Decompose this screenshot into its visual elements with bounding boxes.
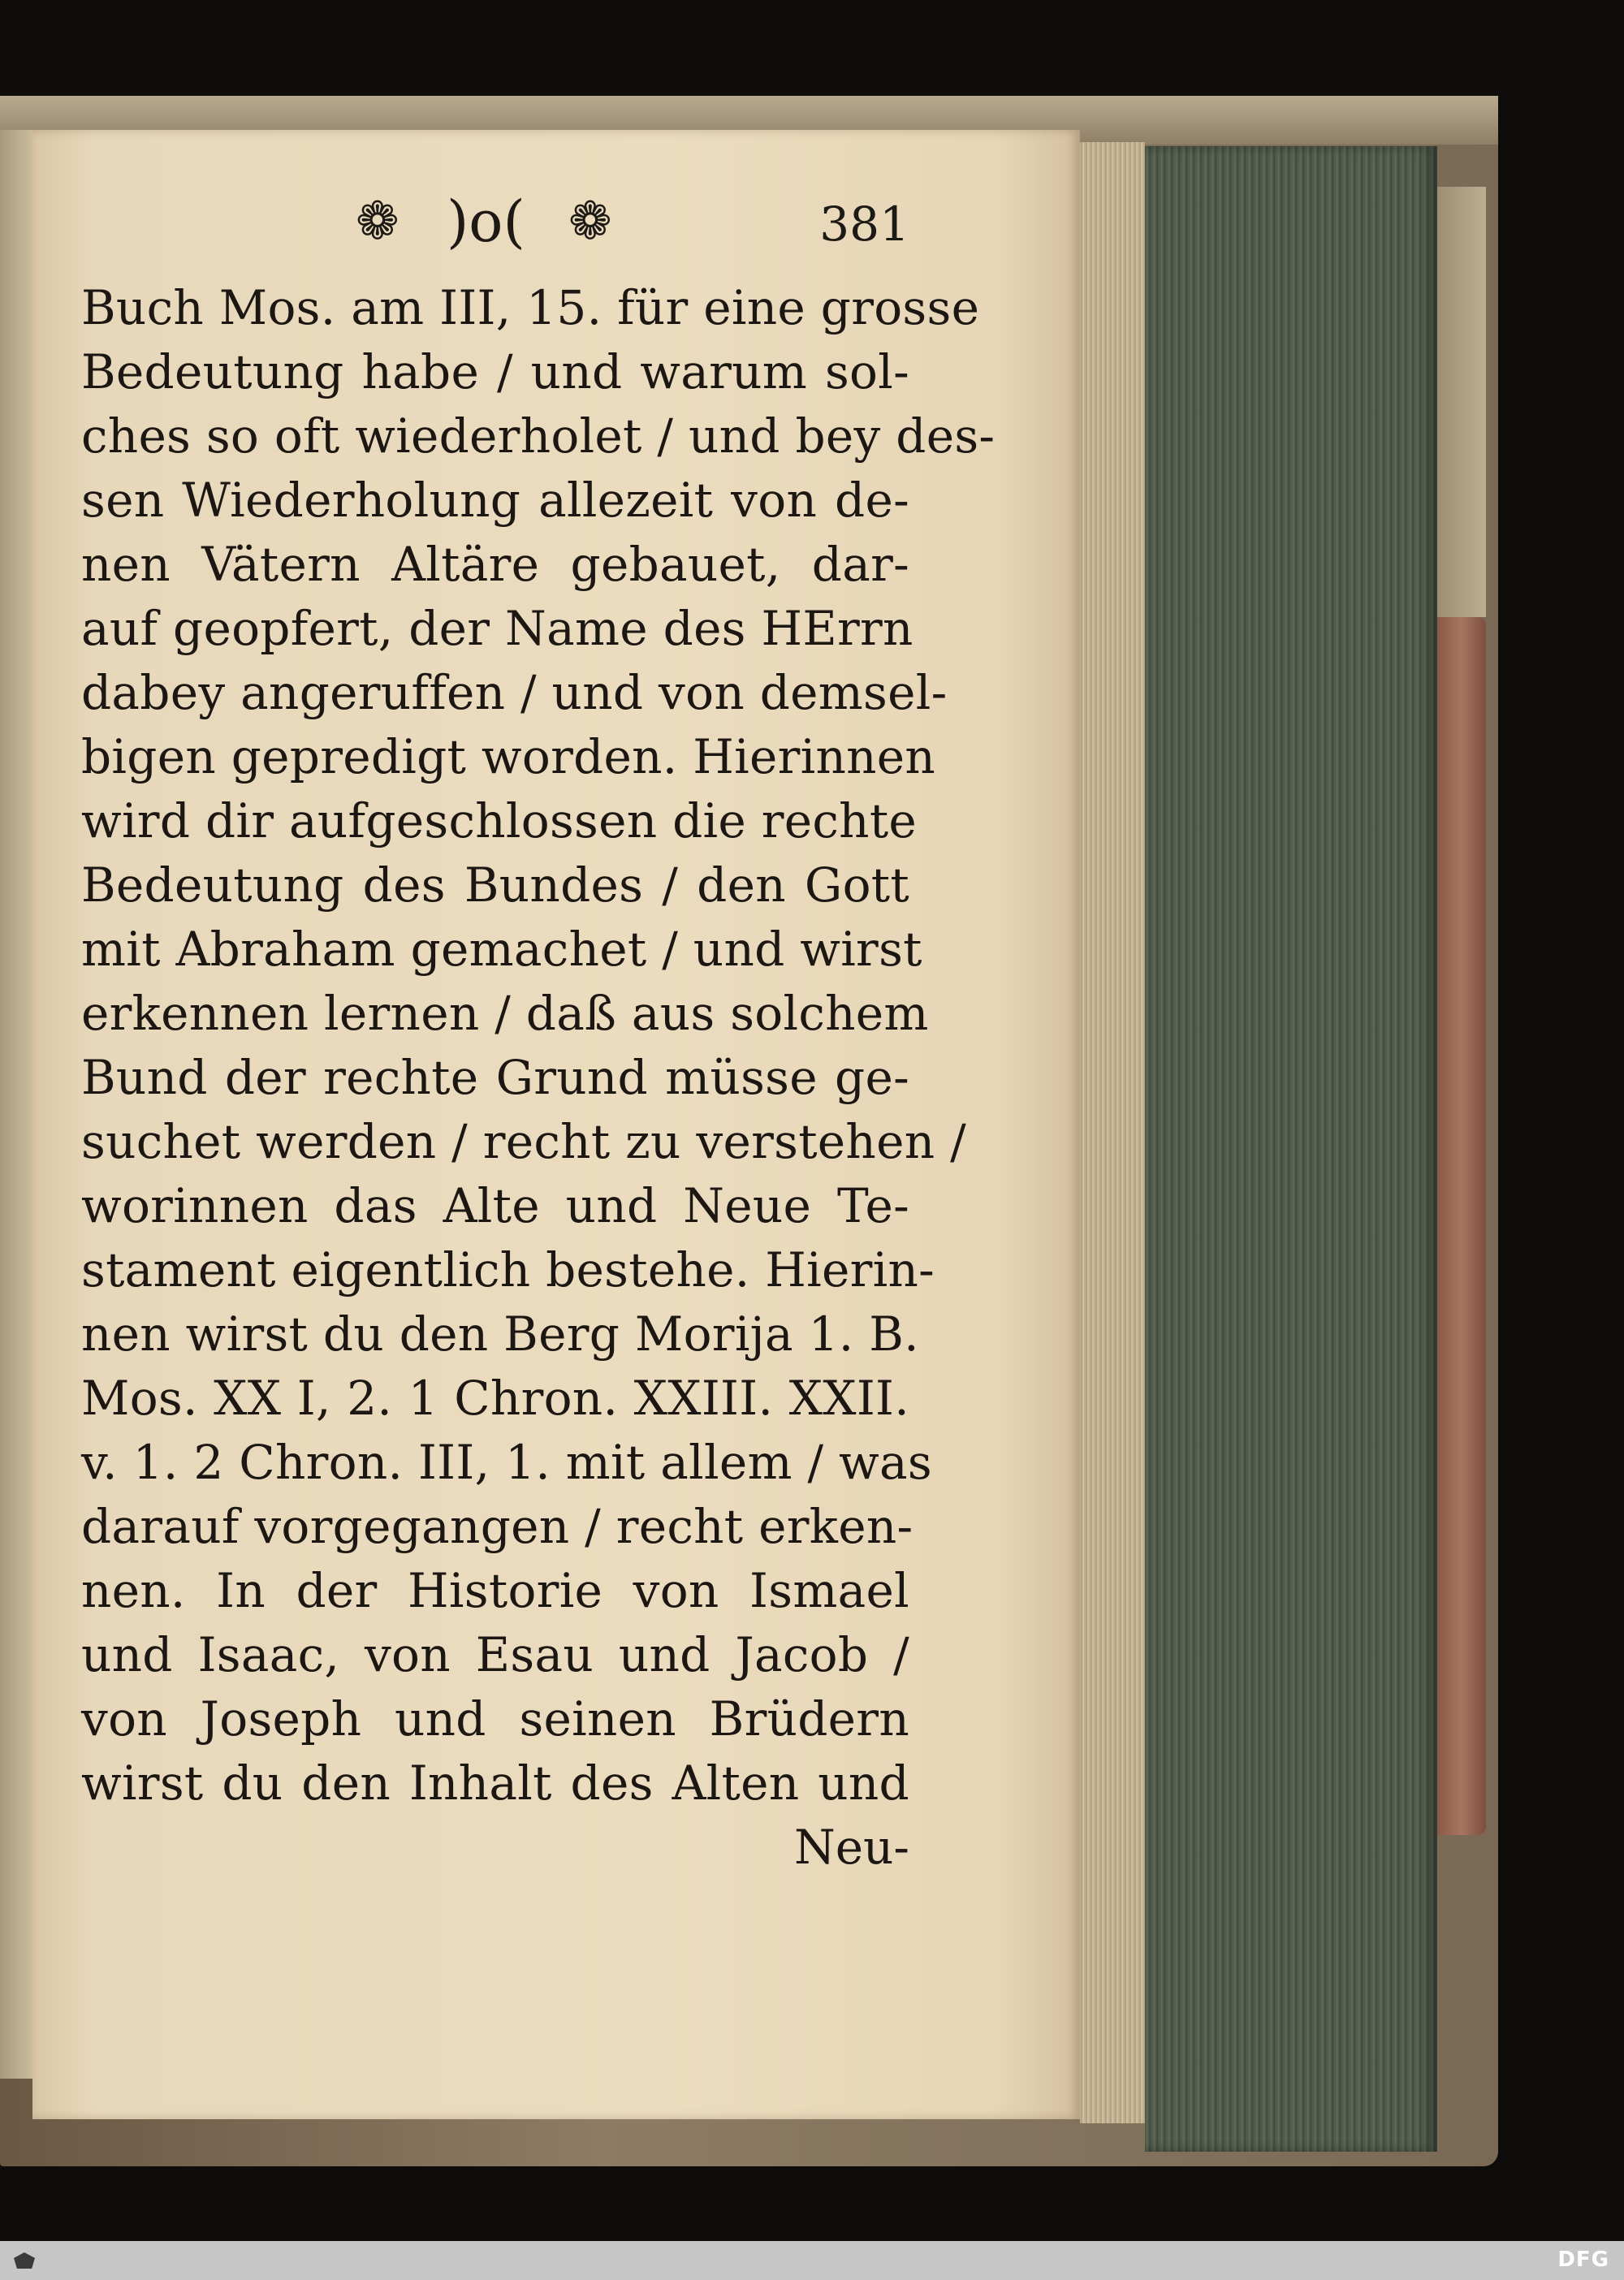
catchword: Neu- [793,1820,909,1875]
text-line: mit Abraham gemachet / und wirst [81,922,922,977]
text-line: wird dir aufgeschlossen die rechte [81,793,918,849]
text-line: suchet werden / recht zu verstehen / [81,1114,966,1169]
text-line: sen Wiederholung allezeit von de- [81,473,909,528]
text-line: wirst du den Inhalt des Alten und [81,1755,909,1811]
fore-edge-red [1437,617,1486,1835]
dfg-label: DFG [1557,2248,1609,2272]
viewer-footer-bar [0,2241,1624,2280]
text-line: worinnen das Alte und Neue Te- [81,1178,909,1233]
text-line: Bund der rechte Grund müsse ge- [81,1050,909,1105]
library-emblem-icon [14,2252,35,2269]
text-line: v. 1. 2 Chron. III, 1. mit allem / was [81,1435,932,1490]
fleuron-icon: ❁ [568,192,612,252]
text-line: ches so oft wiederholet / und bey des- [81,408,996,464]
text-line: bigen gepredigt worden. Hierinnen [81,729,936,784]
text-line: Mos. XX I, 2. 1 Chron. XXIII. XXII. [81,1371,909,1426]
text-line: nen wirst du den Berg Morija 1. B. [81,1306,919,1362]
running-head [81,187,909,276]
text-line: nen Vätern Altäre gebauet, dar- [81,537,909,592]
text-line: dabey angeruffen / und von demsel- [81,665,948,720]
fleuron-icon: ❁ [356,192,400,252]
left-page-edge [0,130,32,2079]
text-line: erkennen lernen / daß aus solchem [81,986,929,1041]
fore-edge-green [1145,146,1437,2152]
library-logo [6,2246,42,2275]
text-line: auf geopfert, der Name des HErrn [81,601,914,656]
text-line: stament eigentlich bestehe. Hierin- [81,1242,935,1298]
text-line: Bedeutung habe / und warum sol- [81,344,909,399]
page-number: 381 [819,196,909,252]
text-line: nen. In der Historie von Ismael [81,1563,909,1618]
page-text-block [81,187,996,1880]
text-line: von Joseph und seinen Brüdern [81,1691,909,1747]
text-line: Bedeutung des Bundes / den Gott [81,857,909,913]
fore-edge-cap [1437,187,1486,617]
page-stack-edge [1080,142,1145,2123]
text-line: Buch Mos. am III, 15. für eine grosse [81,280,980,335]
text-line: und Isaac, von Esau und Jacob / [81,1627,909,1682]
text-line: darauf vorgegangen / recht erken- [81,1499,914,1554]
running-head-mark: )o( [447,188,525,255]
